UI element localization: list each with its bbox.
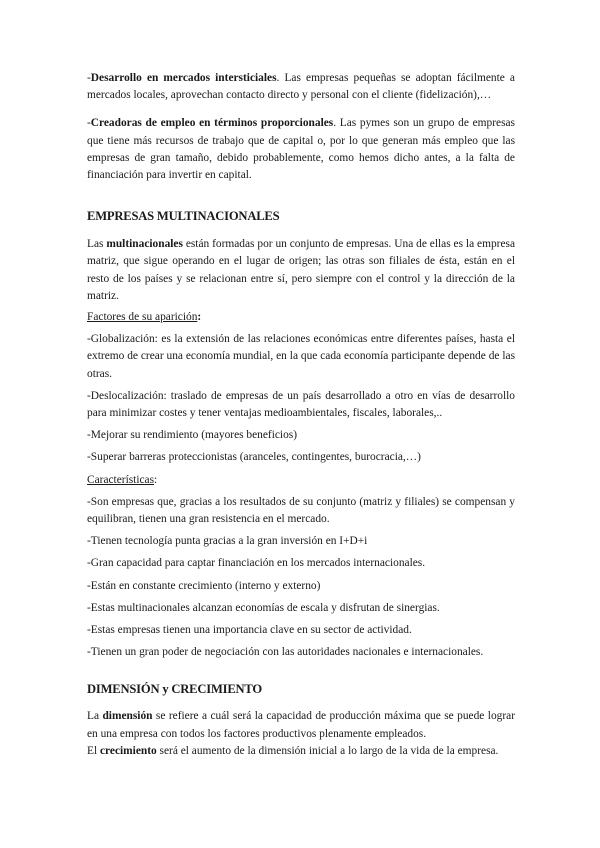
paragraph-text: La	[87, 710, 103, 723]
paragraph-crecimiento	[87, 743, 515, 760]
bold-term: multinacionales	[106, 238, 183, 251]
factor-item: -Superar barreras proteccionistas (aranceles, contingentes, burocracia,…)	[87, 451, 421, 464]
bold-term: Desarrollo en mercados intersticiales	[90, 72, 277, 84]
paragraph-text: será el aumento de la dimensión inicial a lo largo de la vida de la empresa.	[156, 744, 499, 757]
paragraph-text: . Las empresas pequeñas se adoptan fácilmente a mercados locales, aprovechan contacto directo y personal con el cliente (fidelización),…	[87, 72, 515, 102]
caracteristica-item: -Tienen un gran poder de negociación con las autoridades nacionales e internacionales.	[87, 646, 484, 659]
caracteristica-item: -Gran capacidad para captar financiación en los mercados internacionales.	[87, 557, 426, 570]
paragraph-mercados-intersticiales	[87, 70, 515, 104]
bold-term: crecimiento	[99, 744, 157, 757]
dash: -	[87, 117, 91, 130]
factor-item: -Deslocalización: traslado de empresas de un país desarrollado a otro en vías de desarrollo para minimizar costes y tener ventajas medioambientales, fiscales, laborales,..	[87, 389, 515, 420]
bold-term: dimensión	[102, 710, 153, 723]
caracteristica-item: -Están en constante crecimiento (interno y externo)	[87, 579, 321, 592]
heading-multinacionales: EMPRESAS MULTINACIONALES	[87, 209, 280, 224]
paragraph-text: El	[87, 744, 100, 757]
colon: :	[154, 473, 158, 486]
caracteristicas-label	[87, 472, 515, 489]
paragraph-multinacionales-intro	[87, 236, 515, 305]
dash: -	[87, 72, 91, 84]
paragraph-dimension	[87, 708, 515, 742]
factor-item: -Globalización: es la extensión de las relaciones económicas entre diferentes países, hasta el extremo de crear una economía mundial, en la que cada economía participante depende de las otras.	[87, 333, 515, 380]
underlined-label: Factores de su aparición	[87, 311, 198, 324]
factores-label	[87, 309, 515, 326]
paragraph-text: . Las pymes son un grupo de empresas que tiene más recursos de trabajo que de capital o, por lo que generan más empleo que las empresas de gran tamaño, debido probablemente, como hemos dicho antes, a la falta de financiación para invertir en capital.	[87, 117, 515, 182]
caracteristica-item: -Son empresas que, gracias a los resultados de su conjunto (matriz y filiales) se compensan y equilibran, tienen una gran resistencia en el mercado.	[87, 495, 515, 526]
paragraph-text: Las	[87, 238, 107, 251]
heading-dimension: DIMENSIÓN y CRECIMIENTO	[87, 682, 263, 697]
colon: :	[197, 311, 202, 324]
caracteristica-item: -Tienen tecnología punta gracias a la gran inversión en I+D+i	[87, 535, 368, 548]
underlined-label: Características	[87, 473, 155, 486]
paragraph-text: están formadas por un conjunto de empresas. Una de ellas es la empresa matriz, que sigue operando en el lugar de origen; las otras son filiales de ésta, están en el resto de los países y se relacionan entre sí, pero siempre con el control y la dirección de la matriz.	[87, 238, 515, 302]
caracteristica-item: -Estas multinacionales alcanzan economías de escala y disfrutan de sinergias.	[87, 601, 440, 614]
factor-item: -Mejorar su rendimiento (mayores beneficios)	[87, 429, 298, 442]
bold-term: Creadoras de empleo en términos proporcionales	[90, 117, 334, 130]
caracteristica-item: -Estas empresas tienen una importancia clave en su sector de actividad.	[87, 624, 412, 637]
paragraph-creadoras-empleo	[87, 115, 515, 184]
paragraph-text: se refiere a cuál será la capacidad de producción máxima que se puede lograr en una empresa con todos los factores productivos plenamente empleados.	[87, 710, 515, 740]
document-body	[87, 70, 515, 760]
